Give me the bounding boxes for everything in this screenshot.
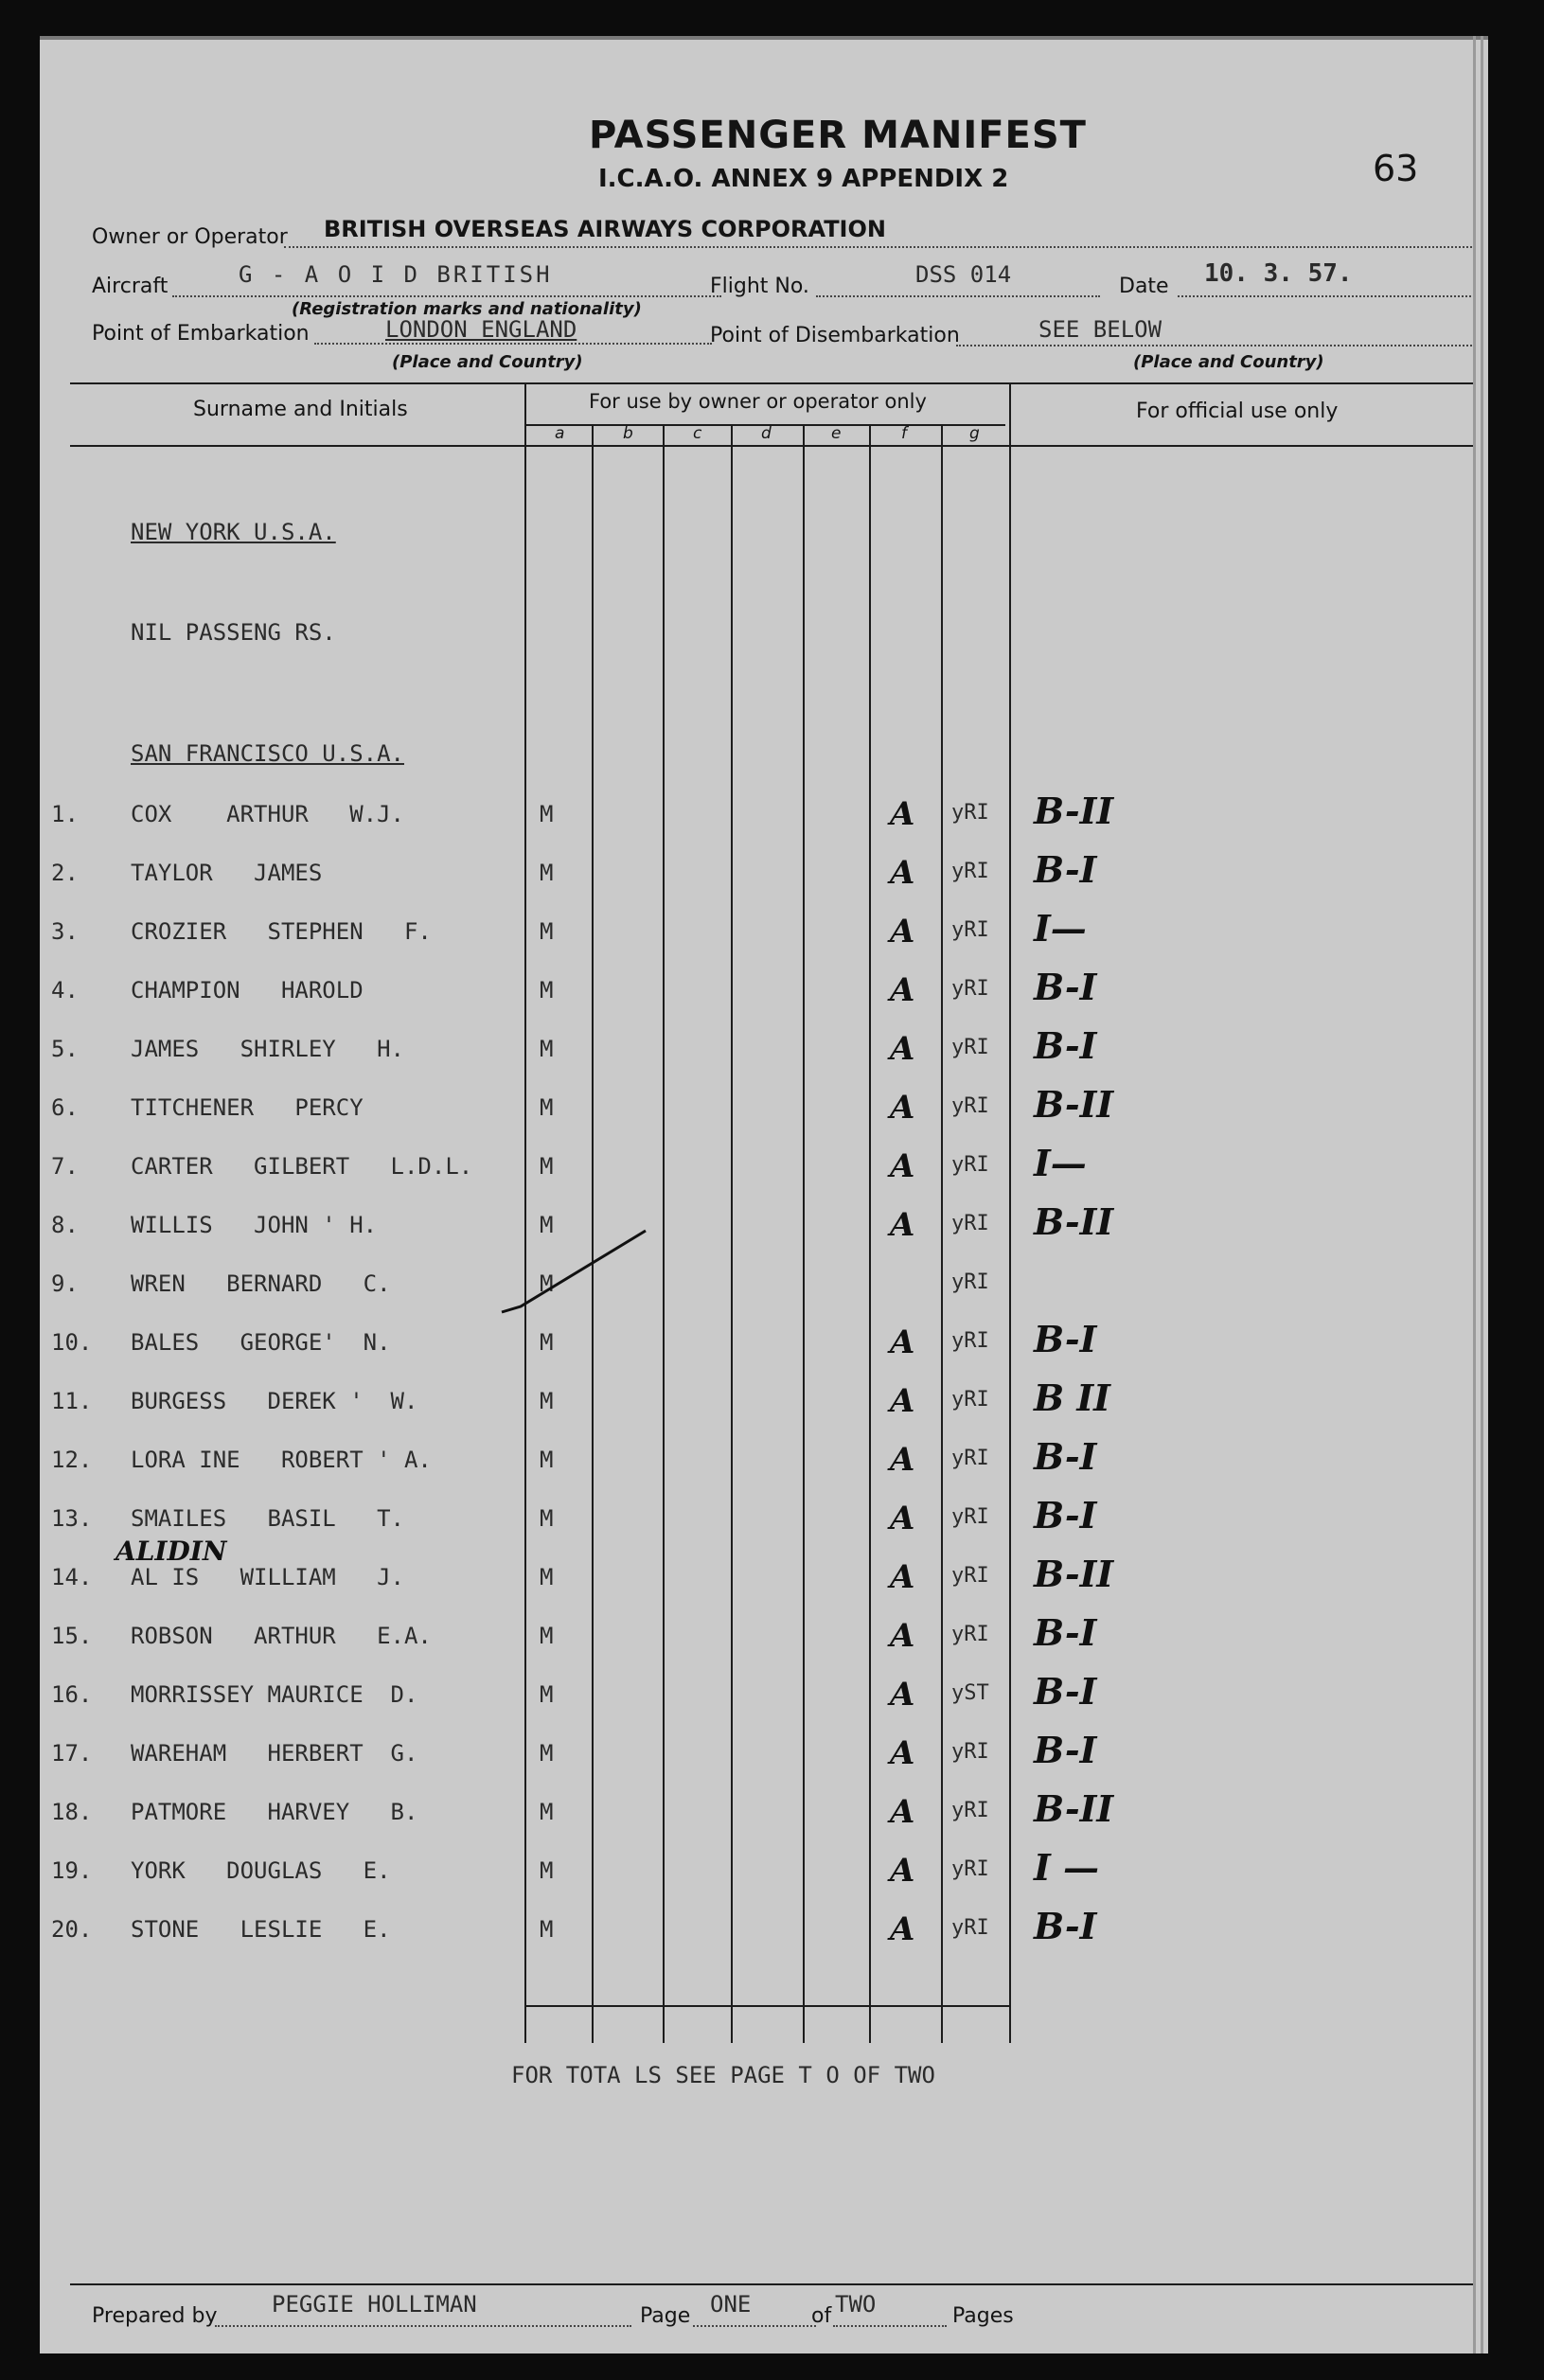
passenger-number: 2.	[51, 860, 79, 886]
embarkation-dotline	[314, 343, 712, 345]
aircraft-value: G - A O I D BRITISH	[239, 261, 553, 288]
passenger-name: WAREHAM HERBERT G.	[131, 1740, 418, 1767]
passenger-col-f: A	[890, 1441, 915, 1479]
page-edge	[1481, 36, 1483, 2353]
passenger-sex: M	[540, 1564, 554, 1590]
passenger-sex: M	[540, 1447, 554, 1473]
date-value: 10. 3. 57.	[1204, 259, 1353, 288]
passenger-col-g: yRI	[951, 1505, 989, 1529]
owner-dotline	[284, 246, 1472, 248]
passenger-col-f: A	[890, 1793, 915, 1831]
passenger-name: WILLIS JOHN ' H.	[131, 1212, 378, 1238]
passenger-col-g: yRI	[951, 1036, 989, 1059]
passenger-name: LORA INE ROBERT ' A.	[131, 1447, 432, 1473]
passenger-col-f: A	[890, 1676, 915, 1714]
operator-header: For use by owner or operator only	[589, 390, 927, 413]
prepared-dotline	[215, 2325, 631, 2327]
passenger-col-g: yRI	[951, 1388, 989, 1412]
col-b-header: b	[623, 424, 633, 443]
passenger-col-g: yRI	[951, 1857, 989, 1881]
passenger-sex: M	[540, 918, 554, 945]
passenger-col-f: A	[890, 1323, 915, 1361]
passenger-col-g: yRI	[951, 1799, 989, 1822]
passenger-name: BURGESS DEREK ' W.	[131, 1388, 418, 1414]
passenger-col-g: yRI	[951, 1153, 989, 1177]
col-f-left	[869, 424, 871, 2043]
passenger-official: B-II	[1034, 1083, 1114, 1126]
passenger-number: 15.	[51, 1623, 93, 1649]
disembarkation-label: Point of Disembarkation	[710, 324, 960, 347]
col-g-header: g	[969, 424, 980, 443]
col-d-left	[731, 424, 733, 2043]
passenger-col-f: A	[890, 1147, 915, 1185]
passenger-col-g: yRI	[951, 918, 989, 942]
passenger-name: JAMES SHIRLEY H.	[131, 1036, 404, 1062]
passenger-col-g: yRI	[951, 1094, 989, 1118]
totals-note: FOR TOTA LS SEE PAGE T O OF TWO	[511, 2062, 935, 2088]
passenger-sex: M	[540, 1623, 554, 1649]
col-c-header: c	[693, 424, 702, 443]
page-edge	[1473, 36, 1476, 2353]
passenger-number: 6.	[51, 1094, 79, 1121]
passenger-official: B-I	[1034, 1670, 1097, 1713]
tick-mark	[494, 1219, 665, 1323]
section-san-francisco: SAN FRANCISCO U.S.A.	[131, 740, 404, 767]
passenger-official: B-I	[1034, 1729, 1097, 1771]
passenger-name: CARTER GILBERT L.D.L.	[131, 1153, 473, 1180]
official-header: For official use only	[1136, 400, 1339, 423]
passenger-name: BALES GEORGE' N.	[131, 1329, 391, 1356]
passenger-official: I —	[1034, 1846, 1100, 1889]
page-edge	[40, 36, 1488, 40]
passenger-number: 12.	[51, 1447, 93, 1473]
flight-value: DSS 014	[915, 261, 1012, 288]
footer-rule	[70, 2283, 1473, 2285]
page-value: ONE	[710, 2291, 752, 2318]
of-label: of	[811, 2304, 832, 2328]
passenger-sex: M	[540, 977, 554, 1004]
page-number: 63	[1373, 148, 1419, 189]
passenger-col-f: A	[890, 1617, 915, 1655]
passenger-col-f: A	[890, 1089, 915, 1127]
passenger-number: 8.	[51, 1212, 79, 1238]
passenger-col-g: yRI	[951, 1623, 989, 1646]
passenger-col-g: yRI	[951, 860, 989, 883]
aircraft-label: Aircraft	[92, 275, 169, 298]
col-a-left	[524, 382, 526, 2043]
passenger-sex: M	[540, 1799, 554, 1825]
manifest-title: PASSENGER MANIFEST	[589, 114, 1087, 157]
table-header-rule	[70, 445, 1473, 447]
passenger-col-g: yST	[951, 1681, 989, 1705]
passenger-number: 3.	[51, 918, 79, 945]
passenger-name: COX ARTHUR W.J.	[131, 801, 404, 827]
passenger-number: 5.	[51, 1036, 79, 1062]
passenger-sex: M	[540, 1857, 554, 1884]
col-a-header: a	[555, 424, 565, 443]
passenger-number: 9.	[51, 1270, 79, 1297]
passenger-name: PATMORE HARVEY B.	[131, 1799, 418, 1825]
passenger-col-f: A	[890, 1558, 915, 1596]
passenger-name: WREN BERNARD C.	[131, 1270, 391, 1297]
table-top-rule	[70, 382, 1473, 384]
passenger-official: B-II	[1034, 790, 1114, 832]
passenger-number: 11.	[51, 1388, 93, 1414]
passenger-col-f: A	[890, 1852, 915, 1890]
manifest-sheet	[40, 36, 1488, 2353]
passenger-sex: M	[540, 1036, 554, 1062]
passenger-col-f: A	[890, 1500, 915, 1537]
passenger-col-f: A	[890, 1030, 915, 1068]
passenger-number: 10.	[51, 1329, 93, 1356]
passenger-official: B-I	[1034, 1024, 1097, 1067]
flight-label: Flight No.	[710, 275, 809, 298]
passenger-name: TAYLOR JAMES	[131, 860, 323, 886]
date-label: Date	[1119, 275, 1169, 298]
passenger-official: B-I	[1034, 1611, 1097, 1654]
owner-label: Owner or Operator	[92, 225, 288, 249]
passenger-sex: M	[540, 1153, 554, 1180]
pages-label: Pages	[952, 2304, 1014, 2328]
passenger-sex: M	[540, 801, 554, 827]
embarkation-value: LONDON ENGLAND	[385, 316, 577, 343]
passenger-name: STONE LESLIE E.	[131, 1916, 391, 1943]
passenger-col-f: A	[890, 795, 915, 833]
passenger-sex: M	[540, 1212, 554, 1238]
passenger-official: B-II	[1034, 1553, 1114, 1595]
page-dotline	[693, 2325, 816, 2327]
passenger-official: B-I	[1034, 1905, 1097, 1947]
aircraft-dotline	[172, 295, 721, 297]
passenger-col-f: A	[890, 1382, 915, 1420]
prepared-value: PEGGIE HOLLIMAN	[272, 2291, 477, 2318]
surname-header: Surname and Initials	[193, 398, 408, 421]
passenger-col-f: A	[890, 913, 915, 950]
passenger-col-g: yRI	[951, 1447, 989, 1470]
passenger-sex: M	[540, 860, 554, 886]
passenger-col-g: yRI	[951, 1916, 989, 1940]
disembarkation-note: (Place and Country)	[1133, 352, 1324, 372]
passenger-official: B-I	[1034, 1318, 1097, 1360]
passenger-sex: M	[540, 1916, 554, 1943]
embarkation-note: (Place and Country)	[392, 352, 583, 372]
passenger-sex: M	[540, 1388, 554, 1414]
disembarkation-value: SEE BELOW	[1038, 316, 1162, 343]
section-nil-passengers: NIL PASSENG RS.	[131, 619, 336, 646]
passenger-number: 18.	[51, 1799, 93, 1825]
of-value: TWO	[835, 2291, 877, 2318]
passenger-col-g: yRI	[951, 801, 989, 825]
passenger-official: B-I	[1034, 966, 1097, 1008]
passenger-official: B-I	[1034, 1494, 1097, 1536]
passenger-sex: M	[540, 1270, 554, 1297]
passenger-official: I—	[1034, 907, 1087, 950]
of-dotline	[833, 2325, 947, 2327]
passenger-col-f: A	[890, 1206, 915, 1244]
passenger-sex: M	[540, 1681, 554, 1708]
passenger-official: B-I	[1034, 1435, 1097, 1478]
passenger-sex: M	[540, 1505, 554, 1532]
passenger-name: SMAILES BASIL T.	[131, 1505, 404, 1532]
passenger-col-g: yRI	[951, 1740, 989, 1764]
passenger-official: B II	[1034, 1376, 1110, 1419]
page-label: Page	[640, 2304, 691, 2328]
passenger-number: 4.	[51, 977, 79, 1004]
passenger-name: CHAMPION HAROLD	[131, 977, 364, 1004]
passenger-col-g: yRI	[951, 1329, 989, 1353]
passenger-official: B-II	[1034, 1787, 1114, 1830]
passenger-name: CROZIER STEPHEN F.	[131, 918, 432, 945]
passenger-name: ROBSON ARTHUR E.A.	[131, 1623, 432, 1649]
handwritten-correction: ALIDIN	[115, 1536, 227, 1567]
col-e-left	[803, 424, 805, 2043]
passenger-number: 7.	[51, 1153, 79, 1180]
date-dotline	[1178, 295, 1471, 297]
passenger-official: B-I	[1034, 848, 1097, 891]
passenger-col-f: A	[890, 854, 915, 892]
col-e-header: e	[831, 424, 842, 443]
passenger-name: MORRISSEY MAURICE D.	[131, 1681, 418, 1708]
disembarkation-dotline	[956, 345, 1472, 346]
flight-dotline	[816, 295, 1100, 297]
passenger-col-g: yRI	[951, 1564, 989, 1588]
passenger-number: 14.	[51, 1564, 93, 1590]
passenger-number: 20.	[51, 1916, 93, 1943]
passenger-official: I—	[1034, 1142, 1087, 1184]
passenger-number: 13.	[51, 1505, 93, 1532]
passenger-number: 16.	[51, 1681, 93, 1708]
passenger-name: AL IS WILLIAM J.	[131, 1564, 404, 1590]
passenger-col-g: yRI	[951, 1270, 989, 1294]
manifest-subtitle: I.C.A.O. ANNEX 9 APPENDIX 2	[598, 165, 1009, 193]
official-col-left	[1009, 382, 1011, 2043]
passenger-number: 19.	[51, 1857, 93, 1884]
prepared-label: Prepared by	[92, 2304, 218, 2328]
col-f-header: f	[901, 424, 907, 443]
passenger-col-f: A	[890, 1910, 915, 1948]
owner-value: BRITISH OVERSEAS AIRWAYS CORPORATION	[324, 216, 886, 242]
passenger-sex: M	[540, 1329, 554, 1356]
col-g-left	[941, 424, 943, 2043]
passenger-sex: M	[540, 1740, 554, 1767]
passenger-sex: M	[540, 1094, 554, 1121]
totals-rule	[524, 2005, 1009, 2007]
passenger-col-f: A	[890, 1734, 915, 1772]
section-new-york: NEW YORK U.S.A.	[131, 519, 336, 545]
passenger-col-g: yRI	[951, 977, 989, 1001]
passenger-number: 17.	[51, 1740, 93, 1767]
embarkation-label: Point of Embarkation	[92, 322, 310, 346]
passenger-official: B-II	[1034, 1200, 1114, 1243]
passenger-name: YORK DOUGLAS E.	[131, 1857, 391, 1884]
passenger-col-g: yRI	[951, 1212, 989, 1235]
passenger-number: 1.	[51, 801, 79, 827]
col-d-header: d	[761, 424, 772, 443]
passenger-name: TITCHENER PERCY	[131, 1094, 364, 1121]
passenger-col-f: A	[890, 971, 915, 1009]
registration-note: (Registration marks and nationality)	[292, 299, 642, 319]
